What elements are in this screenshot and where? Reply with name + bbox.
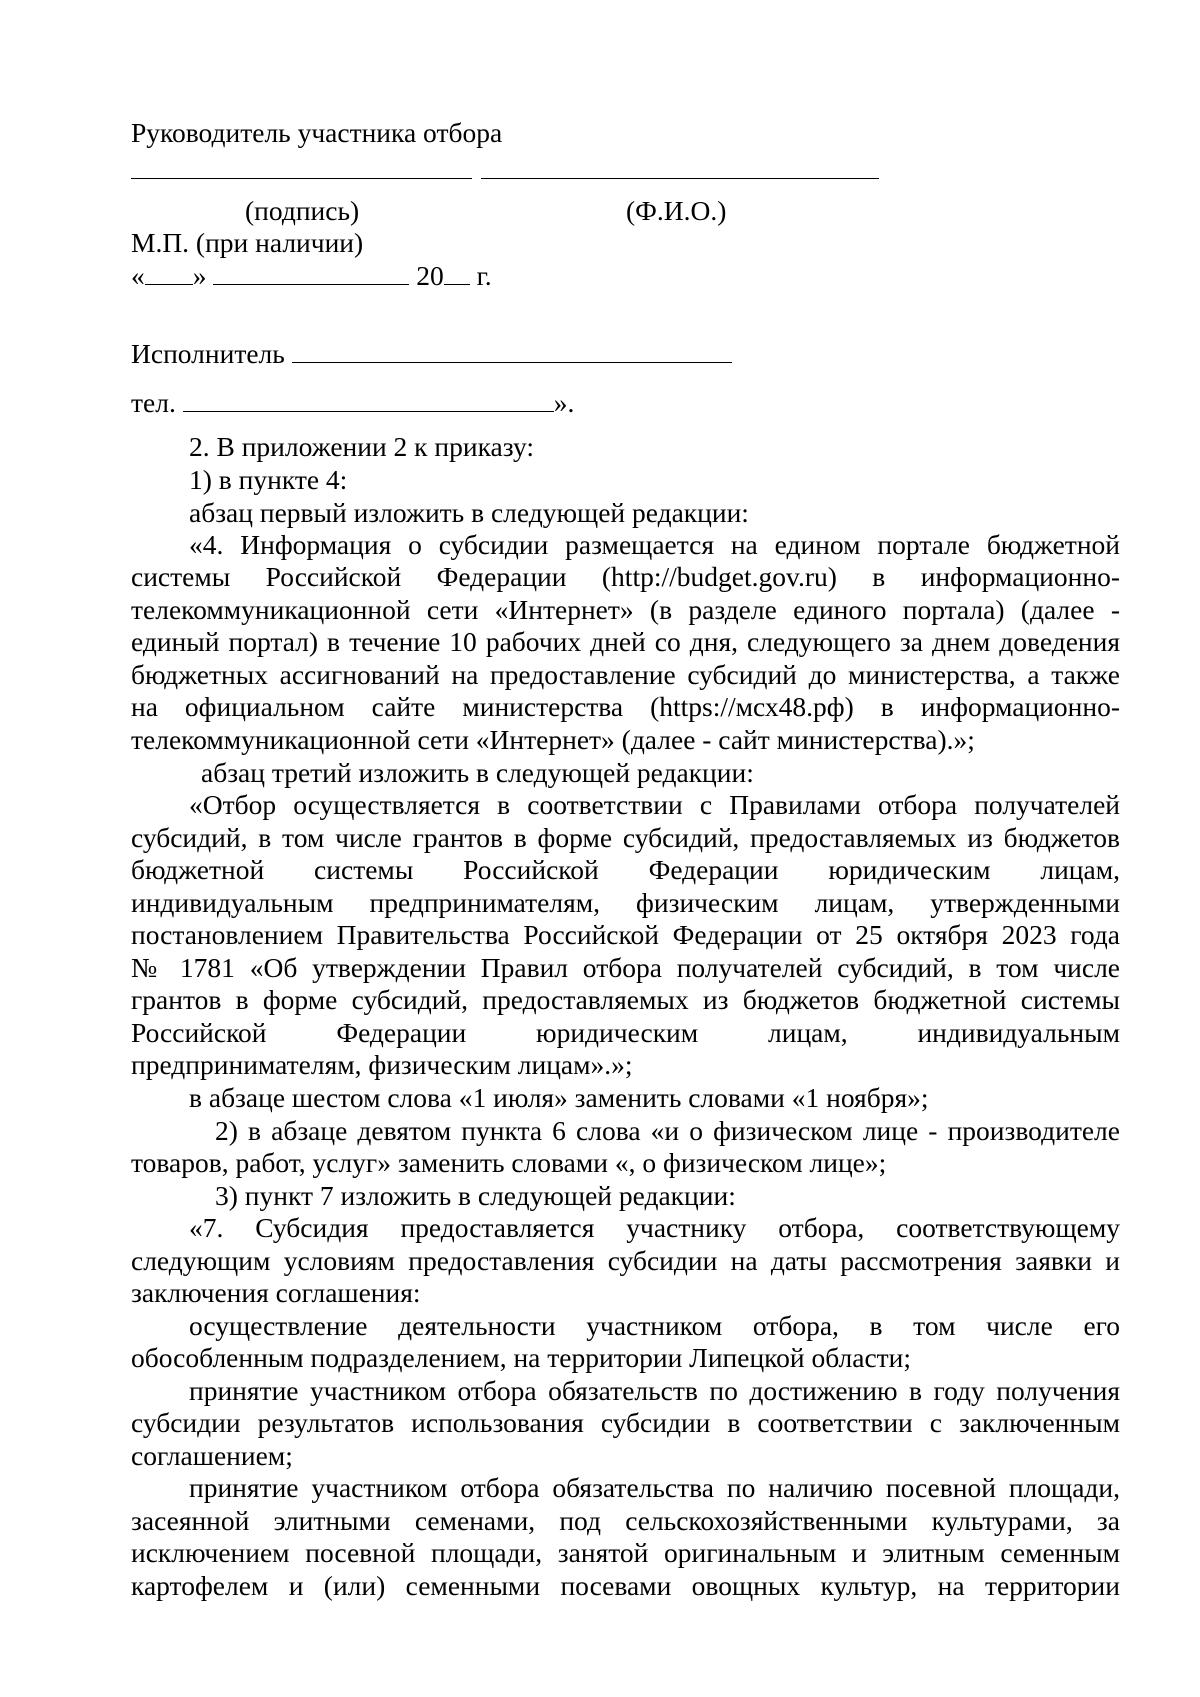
head-label: Руководитель участника отбора <box>131 117 503 148</box>
body-line: № 1781 «Об утверждении Правил отбора получателей субсидий, в том числе <box>131 952 1120 983</box>
year-prefix: 20 <box>416 260 444 291</box>
fio-line <box>481 178 879 179</box>
body-line: 3) пункт 7 изложить в следующей редакции: <box>215 1180 736 1211</box>
stamp-label: М.П. (при наличии) <box>131 227 364 258</box>
fio-caption: (Ф.И.О.) <box>626 195 727 226</box>
phone-label: тел. <box>131 387 176 418</box>
month-blank <box>213 260 409 285</box>
body-line: бюджетных ассигнований на предоставление субсидий до министерства, а также <box>131 659 1120 690</box>
body-line: субсидий, в том числе грантов в форме субсидий, предоставляемых из бюджетов <box>131 822 1120 853</box>
body-line: обособленным подразделением, на территории Липецкой области; <box>131 1342 912 1373</box>
signature-caption: (подпись) <box>245 195 360 226</box>
body-line: исключением посевной площади, занятой оригинальным и элитным семенным <box>131 1537 1120 1568</box>
body-line: «7. Субсидия предоставляется участнику отбора, соответствующему <box>189 1212 1120 1243</box>
body-line: товаров, работ, услуг» заменить словами «, о физическом лице»; <box>131 1147 887 1178</box>
body-line: абзац третий изложить в следующей редакции: <box>201 757 754 788</box>
body-line: индивидуальным предпринимателям, физическим лицам, утвержденными <box>131 887 1120 918</box>
phone-blank <box>183 387 554 412</box>
date-line <box>131 260 492 293</box>
body-line: единый портал) в течение 10 рабочих дней со дня, следующего за днем доведения <box>131 626 1120 657</box>
phone-line <box>131 387 574 420</box>
date-close-quote: » <box>192 260 207 291</box>
body-line: принятие участником отбора обязательств по достижению в году получения <box>189 1375 1120 1406</box>
body-line: постановлением Правительства Российской Федерации от 25 октября 2023 года <box>131 919 1120 950</box>
body-line: Российской Федерации юридическим лицам, индивидуальным <box>131 1017 1120 1048</box>
body-line: абзац первый изложить в следующей редакции: <box>189 497 749 528</box>
body-line: телекоммуникационной сети «Интернет» (далее - сайт министерства).»; <box>131 724 975 755</box>
body-line: бюджетной системы Российской Федерации юридическим лицам, <box>131 854 1120 885</box>
body-line: 1) в пункте 4: <box>189 464 348 495</box>
executor-line <box>131 338 732 371</box>
body-line: соглашением; <box>131 1440 293 1471</box>
body-line: грантов в форме субсидий, предоставляемых из бюджетов бюджетной системы <box>131 984 1120 1015</box>
body-line: 2) в абзаце девятом пункта 6 слова «и о физическом лице - производителе <box>215 1115 1120 1146</box>
year-suffix: г. <box>469 260 492 291</box>
body-line: телекоммуникационной сети «Интернет» (в разделе единого портала) (далее - <box>131 594 1120 625</box>
body-line: принятие участником отбора обязательства по наличию посевной площади, <box>189 1472 1120 1503</box>
body-line: на официальном сайте министерства (https://мсх48.рф) в информационно- <box>131 691 1120 722</box>
body-line: осуществление деятельности участником отбора, в том числе его <box>189 1310 1120 1341</box>
body-line: следующим условиям предоставления субсидии на даты рассмотрения заявки и <box>131 1245 1120 1276</box>
body-line: заключения соглашения: <box>131 1277 421 1308</box>
body-line: картофелем и (или) семенными посевами овощных культур, на территории <box>131 1570 1120 1601</box>
body-line: в абзаце шестом слова «1 июля» заменить словами «1 ноября»; <box>189 1082 929 1113</box>
executor-label: Исполнитель <box>131 338 285 369</box>
executor-blank <box>292 338 732 363</box>
year-blank <box>444 260 470 285</box>
body-line: 2. В приложении 2 к приказу: <box>189 431 535 462</box>
body-line: «Отбор осуществляется в соответствии с Правилами отбора получателей <box>189 789 1120 820</box>
body-line: засеянной элитными семенами, под сельскохозяйственными культурами, за <box>131 1505 1120 1536</box>
day-blank <box>145 260 193 285</box>
signature-line <box>131 178 472 179</box>
date-open-quote: « <box>131 260 145 291</box>
body-line: системы Российской Федерации (http://budget.gov.ru) в информационно- <box>131 561 1120 592</box>
phone-end: ». <box>553 387 575 418</box>
body-line: предпринимателям, физическим лицам».»; <box>131 1049 633 1080</box>
body-line: субсидии результатов использования субсидии в соответствии с заключенным <box>131 1407 1120 1438</box>
body-line: «4. Информация о субсидии размещается на едином портале бюджетной <box>189 529 1120 560</box>
